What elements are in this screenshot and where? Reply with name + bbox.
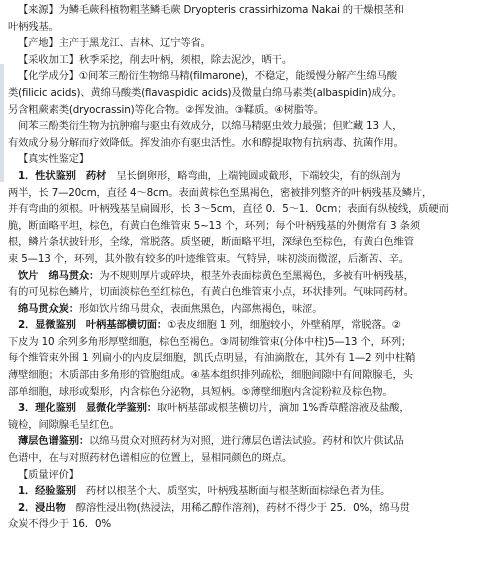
left-margin-bar (0, 64, 4, 182)
text-line: 叶柄残基。 (8, 20, 59, 33)
text-line: 脆，断面略平坦，棕色，有黄白色维管束 5~13 个，环列；每个叶柄残基的外侧常有 3 条须 (8, 219, 420, 232)
heading-run: 薄层色谱鉴别： (18, 435, 90, 448)
text-line: 间苯三酚类衍生物为抗肿瘤与驱虫有效成分，以绵马精驱虫效力最强；但贮藏 13 人， (18, 120, 403, 133)
text-line: 【化学成分】①间苯三酚衍生物绵马精(filmarone)，不稳定，能缓慢分解产生绵马酸 (18, 70, 397, 83)
text-line: 薄层色谱鉴别：以绵马贯众对照药材为对照，进行薄层色谱法试验。药材和饮片供试品 (18, 435, 404, 448)
text-line: 【采收加工】秋季采挖，削去叶柄，须根，除去泥沙，晒干。 (18, 53, 292, 66)
text-line: 每个维管束外围 1 列扁小的内皮层细胞，凯氏点明显，有油滴散在，其外有 1—2 列中柱鞘 (8, 352, 416, 365)
text-line: 色谱中，在与对照药材色谱相应的位置上，显相同颜色的斑点。 (8, 452, 293, 465)
text-line: 饮片 绵马贯众：为不规则厚片或碎块，根茎外表面棕黄色至黑褐色，多被有叶柄残基， (18, 269, 414, 282)
text-line: 有效成分易分解而疗效降低。挥发油亦有驱虫活性。水和醇提取物有抗病毒、抗菌作用。 (8, 136, 404, 149)
text-line: 薄壁细胞；木质部由多角形的管胞组成。④基本组织排列疏松，细胞间隙中有间隙腺毛，头 (8, 369, 413, 382)
text-line: 两半，长 7—20cm，直径 4～8cm。表面黄棕色至黑褐色，密被排列整齐的叶柄残基及鳞片， (8, 186, 433, 199)
text-line: 下皮为 10 余列多角形厚壁细胞，棕色至褐色。③周韧维管束(分体中柱)5—13 个，环列； (8, 335, 412, 348)
text-line: 1．经验鉴别 药材以根茎个大、质坚实，叶柄残基断面与根茎断面棕绿色者为佳。 (18, 485, 391, 498)
heading-run: 2．浸出物 (18, 501, 76, 514)
text-line: 3．理化鉴别 显微化学鉴别：取叶柄基部或根茎横切片，滴加 1%香草醛溶液及盐酸， (18, 402, 410, 415)
text-line: 【质量评价】 (18, 468, 79, 481)
text-line: 2．显微鉴别 叶柄基部横切面：①表皮细胞 1 列，细胞较小，外壁稍厚，常脱落。② (18, 319, 401, 332)
text-line: 类(filicic acids)、黄绵马酸类(flavaspidic acids)及微量白绵马素类(albaspidin)成分。 (8, 86, 402, 99)
text-line: 【产地】主产于黑龙江、吉林、辽宁等省。 (18, 37, 211, 50)
text-line: 并有弯曲的须根。叶柄残基呈扁圆形，长 3～5cm，直径 0．5～1．0cm；表面有纵棱线，质硬而 (8, 203, 449, 216)
heading-run: 2．显微鉴别 叶柄基部横切面： (18, 319, 168, 332)
text-body (8, 2, 482, 533)
text-line: 根，鳞片条状披针形，全缘，常脱落。质坚硬，断面略平坦，深绿色至棕色，有黄白色维管 (8, 236, 414, 249)
text-line: 部单细胞，球形或梨形，内含棕色分泌物，具短柄。⑤薄壁细胞内含淀粉粒及棕色物。 (8, 385, 393, 398)
heading-run: 3．理化鉴别 显微化学鉴别： (18, 402, 157, 415)
heading-run: 饮片 绵马贯众： (18, 269, 100, 282)
text-line: 另含粗蕨素类(dryocrassin)等化合物。②挥发油。③鞣质。④树脂等。 (8, 103, 325, 116)
text-line: 【真实性鉴定】 (18, 153, 90, 166)
text-line: 绵马贯众炭：形如饮片绵马贯众，表面焦黑色，内部焦褐色，味涩。 (18, 302, 323, 315)
heading-run: 绵马贯众炭： (18, 302, 79, 315)
text-line: 众炭不得少于 16．0% (8, 518, 111, 531)
text-line: 镜检，间隙腺毛呈红色。 (8, 418, 120, 431)
heading-run: 1．经验鉴别 (18, 485, 86, 498)
heading-run: 1．性状鉴别 药材 (18, 169, 117, 182)
text-line: 1．性状鉴别 药材 呈长倒卵形，略弯曲，上端钝圆或截形，下端较尖，有的纵剖为 (18, 169, 401, 182)
text-line: 束 5—13 个，环列，其外散有较多的叶迹维管束。气特异，味初淡而微涩，后渐苦、辛。 (8, 252, 409, 265)
text-line: 有的可见棕色鳞片，切面淡棕色至红棕色，有黄白色维管束小点，环状排列。气味同药材。 (8, 286, 414, 299)
text-line: 2．浸出物 醇溶性浸出物(热浸法，用稀乙醇作溶剂)，药材不得少于 25．0%，绵马贯 (18, 501, 410, 514)
text-line: 【来源】为鳞毛蕨科植物粗茎鳞毛蕨 Dryopteris crassirhizoma Nakai 的干燥根茎和 (18, 4, 404, 16)
